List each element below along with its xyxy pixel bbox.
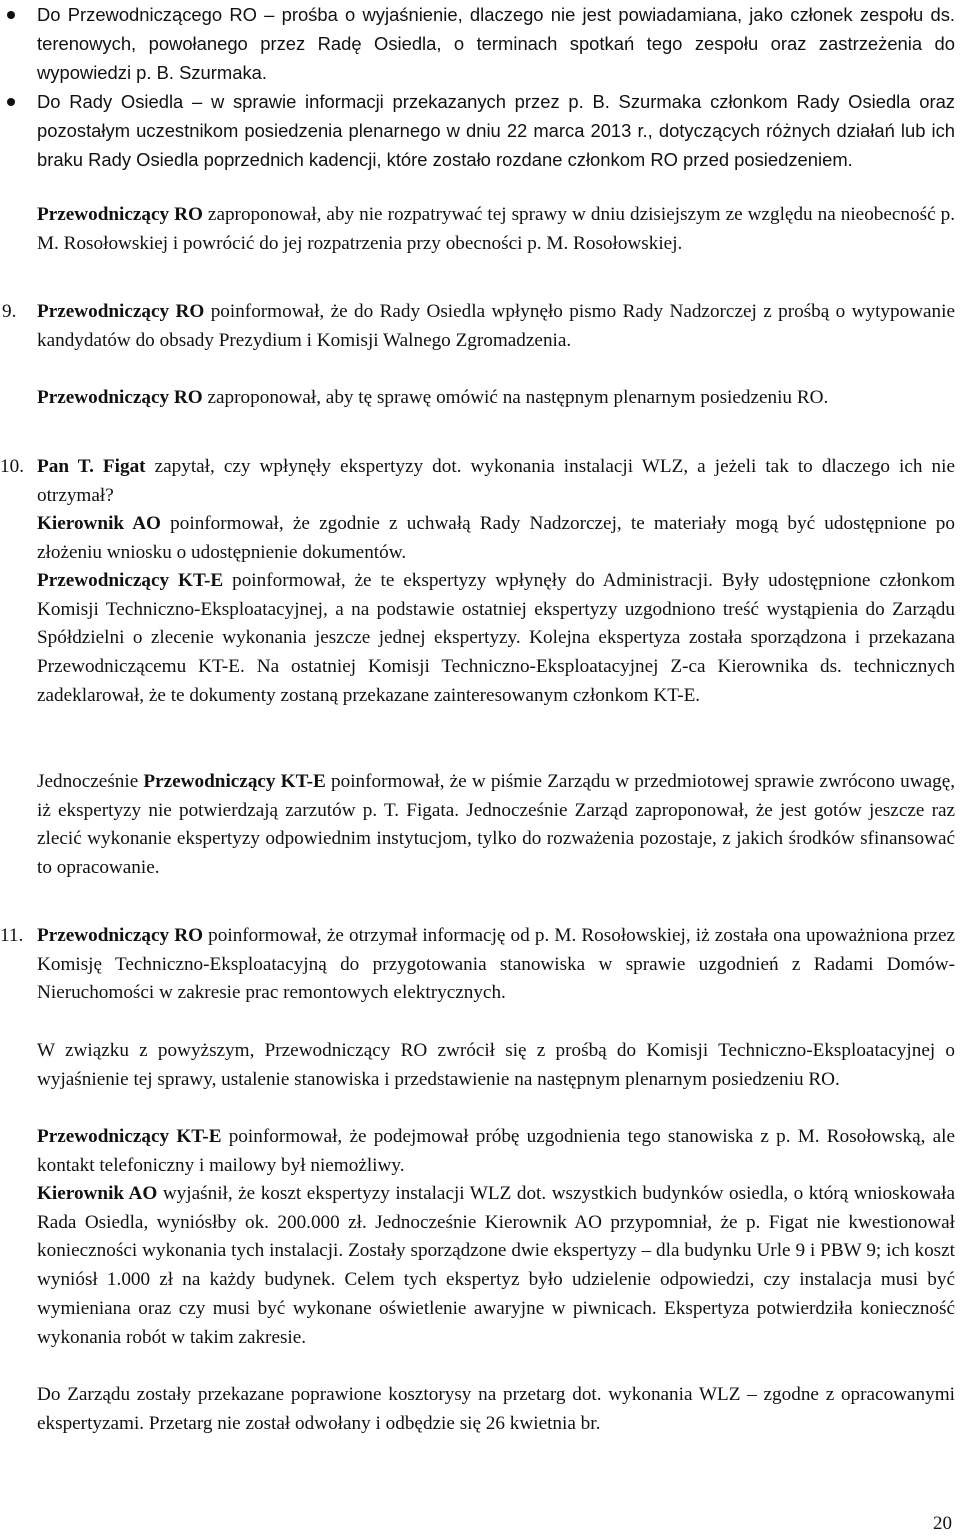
paragraph-text: zaproponował, aby nie rozpatrywać tej sprawy w dniu dzisiejszym ze względu na nieobecność p. M. Rosołowskiej i powrócić do jej rozpatrzenia przy obecności p. M. Rosołowskiej. xyxy=(37,204,955,254)
page-number: 20 xyxy=(933,1513,952,1534)
item-number-10: 10. xyxy=(0,456,24,477)
speaker-label: Przewodniczący RO xyxy=(37,925,204,946)
speaker-label: Pan T. Figat xyxy=(37,456,146,477)
speaker-label: Przewodniczący KT-E xyxy=(37,570,224,591)
bullet-1-text: Do Przewodniczącego RO – prośba o wyjaśnienie, dlaczego nie jest powiadamiana, jako członek zespołu ds. terenowych, powołanego przez Radę Osiedla, o terminach spotkań tego zespołu oraz zastrzeżenia do wypowiedzi p. B. Szurmaka. xyxy=(37,4,955,83)
item9-paragraph-2 xyxy=(37,384,955,413)
item11-paragraph-3 xyxy=(37,1123,955,1180)
item11-paragraph-1 xyxy=(37,922,955,1008)
bullet-paragraph-1 xyxy=(37,0,955,87)
item10-paragraph-2 xyxy=(37,510,955,567)
speaker-label: Kierownik AO xyxy=(37,513,161,534)
paragraph-postpone xyxy=(37,201,955,258)
bullet-2-text: Do Rady Osiedla – w sprawie informacji przekazanych przez p. B. Szurmaka członkom Rady Osiedla oraz pozostałym uczestnikom posiedzenia plenarnego w dniu 22 marca 2013 r., dotyczących różnych działań lub ich braku Rady Osiedla poprzednich kadencji, które zostało rozdane członkom RO przed posiedzeniem. xyxy=(37,91,955,170)
bullet-icon xyxy=(7,11,15,19)
bullet-paragraph-2 xyxy=(37,87,955,174)
paragraph-text: Jednocześnie xyxy=(37,771,144,792)
paragraph-text: poinformował, że w piśmie Zarządu w przedmiotowej sprawie zwrócono uwagę, iż ekspertyzy nie potwierdzają zarzutów p. T. Figata. Jednocześnie Zarząd zaproponował, że jest gotów jeszcze raz zlecić wykonanie ekspertyzy odpowiednim instytucjom, tylko do rozważenia pozostaje, z jakich środków sfinansować to opracowanie. xyxy=(37,771,956,879)
paragraph-text: Do Zarządu zostały przekazane poprawione kosztorysy na przetarg dot. wykonania WLZ – zgodne z opracowanymi ekspertyzami. Przetarg nie został odwołany i odbędzie się 26 kwietnia br. xyxy=(37,1384,955,1434)
item11-paragraph-4 xyxy=(37,1180,955,1352)
speaker-label: Przewodniczący RO xyxy=(37,301,205,322)
paragraph-text: poinformował, że zgodnie z uchwałą Rady Nadzorczej, te materiały mogą być udostępnione po złożeniu wniosku o udostępnienie dokumentów. xyxy=(37,513,955,563)
bullet-icon xyxy=(7,98,15,106)
item10-paragraph-3 xyxy=(37,567,955,711)
paragraph-text: poinformował, że do Rady Osiedla wpłynęło pismo Rady Nadzorczej z prośbą o wytypowanie kandydatów do obsady Prezydium i Komisji Walnego Zgromadzenia. xyxy=(37,301,955,351)
paragraph-text: W związku z powyższym, Przewodniczący RO zwrócił się z prośbą do Komisji Techniczno-Eksploatacyjnej o wyjaśnienie tej sprawy, ustalenie stanowiska i przedstawienie na następnym plenarnym posiedzeniu RO. xyxy=(37,1040,955,1090)
speaker-label: Kierownik AO xyxy=(37,1183,158,1204)
speaker-label: Przewodniczący KT-E xyxy=(37,1126,222,1147)
item11-paragraph-5 xyxy=(37,1381,955,1438)
paragraph-text: poinformował, że otrzymał informację od p. M. Rosołowskiej, iż została ona upoważniona przez Komisję Techniczno-Eksploatacyjną do przygotowania stanowiska w sprawie uzgodnień z Radami Domów-Nieruchomości w zakresie prac remontowych elektrycznych. xyxy=(37,925,955,1004)
paragraph-text: zaproponował, aby tę sprawę omówić na następnym plenarnym posiedzeniu RO. xyxy=(202,387,829,408)
item11-paragraph-2 xyxy=(37,1037,955,1094)
paragraph-text: wyjaśnił, że koszt ekspertyzy instalacji WLZ dot. wszystkich budynków osiedla, o którą wnioskowała Rada Osiedla, wyniósłby ok. 200.000 zł. Jednocześnie Kierownik AO przypomniał, że p. Figat nie kwestionował konieczności wykonania tych instalacji. Zostały sporządzone dwie ekspertyzy – dla budynku Urle 9 i PBW 9; ich koszt wyniósł 1.000 zł na każdy budynek. Celem tych ekspertyz było udzielenie odpowiedzi, czy instalacja musi być wymieniana oraz czy musi być wykonane oświetlenie awaryjne w piwnicach. Ekspertyza potwierdziła konieczność wykonania robót w takim zakresie. xyxy=(37,1183,955,1348)
paragraph-text: poinformował, że te ekspertyzy wpłynęły do Administracji. Były udostępnione członkom Komisji Techniczno-Eksploatacyjnej, a na podstawie ostatniej ekspertyzy uzgodniono treść wystąpienia do Zarządu Spółdzielni o zlecenie wykonania jeszcze jednej ekspertyzy. Kolejna ekspertyza została sporządzona i przekazana Przewodniczącemu KT-E. Na ostatniej Komisji Techniczno-Eksploatacyjnej Z-ca Kierownika ds. technicznych zadeklarował, że te dokumenty zostaną przekazane zainteresowanym członkom KT-E. xyxy=(37,570,956,706)
speaker-label: Przewodniczący RO xyxy=(37,204,203,225)
item10-paragraph-4 xyxy=(37,768,955,883)
paragraph-text: zapytał, czy wpłynęły ekspertyzy dot. wykonania instalacji WLZ, a jeżeli tak to dlaczego ich nie otrzymał? xyxy=(37,456,955,506)
paragraph-text: poinformował, że podejmował próbę uzgodnienia tego stanowiska z p. M. Rosołowską, ale kontakt telefoniczny i mailowy był niemożliwy. xyxy=(37,1126,955,1176)
speaker-label: Przewodniczący RO xyxy=(37,387,203,408)
speaker-label: Przewodniczący KT-E xyxy=(143,771,326,792)
item10-paragraph-1 xyxy=(37,453,955,510)
item9-paragraph-1 xyxy=(37,298,955,355)
item-number-11: 11. xyxy=(0,925,24,946)
item-number-9: 9. xyxy=(2,301,17,322)
